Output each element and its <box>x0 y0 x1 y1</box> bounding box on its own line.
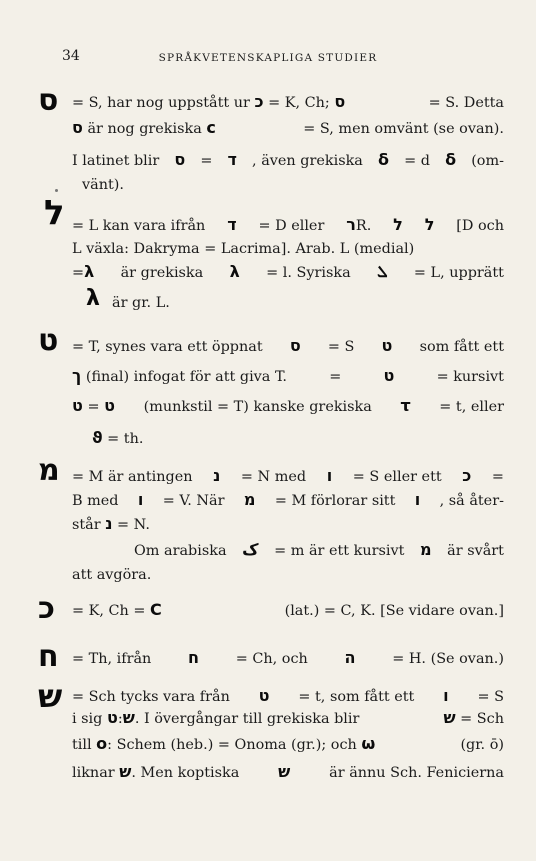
text-line: ך (final) infogat för att giva T. = ט = kursivt <box>72 366 504 385</box>
chet-initial: ח <box>38 639 59 674</box>
text-line: ט = ט (munkstil = T) kanske grekiska τ = t, eller <box>72 396 504 415</box>
text-line: =λ är grekiska λ = l. Syriska ܠ = L, upprätt <box>72 262 504 281</box>
text-line: liknar ש. Men koptiska ש är ännu Sch. Fenicierna <box>72 762 504 781</box>
text-line: B med ו = V. När מ = M förlorar sitt ו , så åter- <box>72 490 504 509</box>
kaf-initial: כ <box>38 591 55 626</box>
text-line: = Sch tycks vara från ט = t, som fått ett ו = S <box>72 686 504 705</box>
tet-initial: ט <box>38 323 59 358</box>
page-number: 34 <box>62 48 80 64</box>
text-line: L växla: Dakryma = Lacrima]. Arab. L (medial) <box>72 241 415 257</box>
text-line: = L kan vara ifrån ד = D eller רR. ל ל [D och <box>72 215 504 234</box>
mem-initial: מ <box>38 453 60 488</box>
text-line: = T, synes vara ett öppnat ס = S ט som fått ett <box>72 336 504 355</box>
text-line: I latinet blir ס = ד , även grekiska δ = d δ (om- <box>72 150 504 169</box>
text-line: = S, har nog uppstått ur כ = K, Ch; ס = S. Detta <box>72 92 504 111</box>
speck <box>55 189 58 192</box>
text-line: i sig ט:ש. I övergångar till grekiska blir ש = Sch <box>72 708 504 727</box>
text-line: = M är antingen נ = N med ו = S eller ett כ = <box>72 466 504 485</box>
lamed-variant-glyph: λ <box>86 286 100 311</box>
text-line: står נ = N. <box>72 514 150 533</box>
text-line: ס är nog grekiska ϲ = S, men omvänt (se ovan). <box>72 118 504 137</box>
text-line: = Th, ifrån ח = Ch, och ה = H. (Se ovan.) <box>72 648 504 667</box>
text-line: att avgöra. <box>72 567 152 583</box>
text-line: = K, Ch = C (lat.) = C, K. [Se vidare ovan.] <box>72 600 504 619</box>
shin-initial: ש <box>38 677 63 715</box>
text-line: till o: Schem (heb.) = Onoma (gr.); och ω (gr. ō) <box>72 734 504 753</box>
samekh-initial: ס <box>38 83 59 118</box>
text-line: ϑ = th. <box>92 428 144 447</box>
text-line: Om arabiska ک = m är ett kursivt מ är svårt <box>134 540 504 559</box>
running-title: SPRÅKVETENSKAPLIGA STUDIER <box>158 52 378 64</box>
text-line: vänt). <box>82 177 124 193</box>
text-line: är gr. L. <box>112 295 170 311</box>
lamed-initial: ל <box>44 193 65 233</box>
